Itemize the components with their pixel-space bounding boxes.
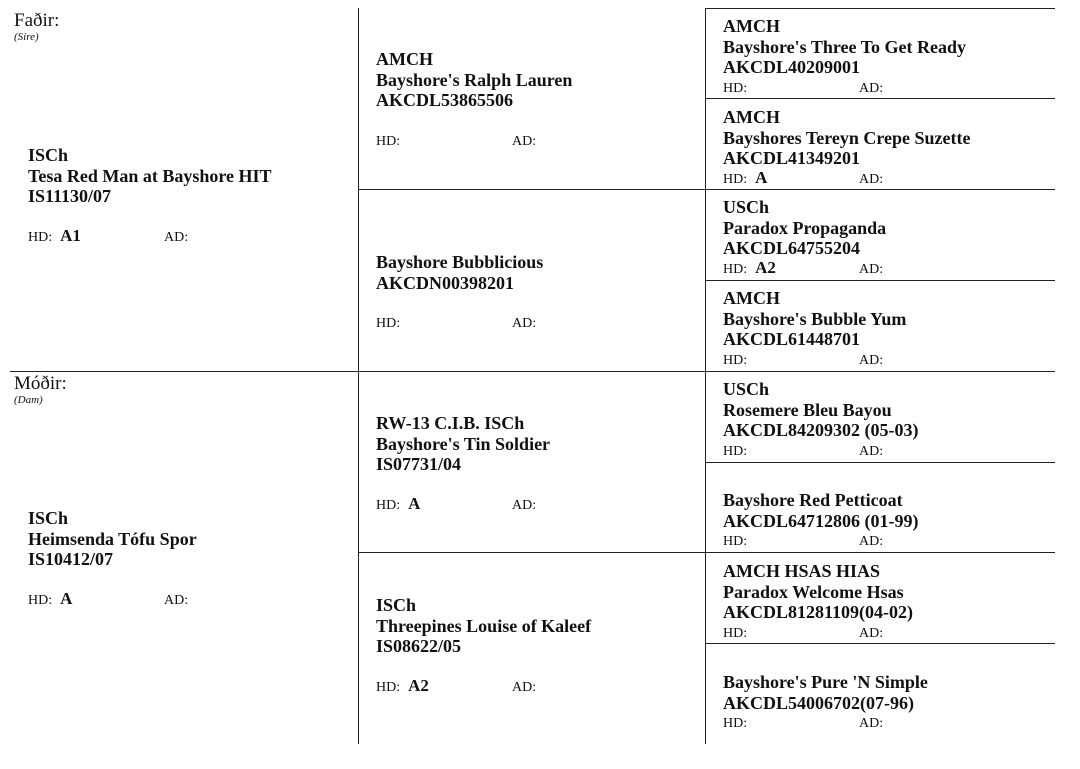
gen2-divider-sire: [359, 189, 1055, 190]
hd-label: HD:: [28, 229, 53, 245]
dog-registration: AKCDL53865506: [376, 90, 514, 110]
ancestor-entry-5: [723, 379, 919, 460]
dog-name: Heimsenda Tófu Spor: [28, 528, 197, 549]
health-ratings: [723, 77, 966, 97]
hd-label: HD:: [723, 261, 748, 277]
health-ratings: [376, 494, 550, 514]
health-ratings: [723, 349, 906, 369]
dog-title: AMCH: [723, 288, 780, 308]
ancestor-entry-7: [723, 561, 913, 642]
dog-registration: AKCDL54006702(07-96): [723, 692, 914, 713]
ad-label: AD:: [859, 716, 884, 731]
hd-value: A1: [60, 225, 81, 245]
hd-value: A2: [755, 257, 776, 277]
ad-label: AD:: [859, 171, 884, 187]
hd-label: HD:: [376, 497, 401, 513]
dog-name: Bayshore's Pure 'N Simple: [723, 672, 928, 692]
health-ratings: [723, 622, 913, 642]
dog-name: Bayshore's Ralph Lauren: [376, 69, 573, 90]
gen2-divider-dam: [359, 552, 1055, 553]
dog-registration: AKCDL81281109(04-02): [723, 602, 913, 622]
dam-dam-entry: [376, 595, 591, 696]
ad-label: AD:: [164, 592, 189, 608]
health-ratings: [376, 676, 591, 696]
health-ratings: [28, 589, 197, 609]
dog-registration: IS07731/04: [376, 454, 462, 474]
hd-value: A: [755, 167, 768, 187]
ancestor-entry-4: [723, 288, 906, 369]
column-divider-1: [358, 8, 359, 744]
ad-label: AD:: [859, 352, 884, 368]
ad-label: AD:: [164, 229, 189, 245]
dog-name: Bayshore's Tin Soldier: [376, 433, 551, 454]
dog-registration: IS08622/05: [376, 636, 462, 656]
sire-dam-entry: [376, 252, 544, 332]
ancestor-entry-8: [723, 672, 928, 732]
dog-title: AMCH: [723, 107, 780, 127]
dog-title: ISCh: [28, 145, 69, 165]
dog-title: AMCH HSAS HIAS: [723, 561, 881, 581]
ad-label: AD:: [859, 534, 884, 549]
health-ratings: [723, 440, 919, 460]
dam-section-label: Móðir:: [14, 373, 67, 394]
hd-label: HD:: [723, 625, 748, 641]
gen3-divider-3: [706, 462, 1055, 463]
hd-label: HD:: [376, 316, 401, 331]
sire-sire-entry: [376, 49, 572, 150]
dog-title: AMCH: [376, 49, 433, 69]
health-ratings: [723, 168, 971, 188]
ad-label: AD:: [859, 625, 884, 641]
hd-label: HD:: [723, 534, 748, 549]
hd-label: HD:: [723, 443, 748, 459]
hd-value: A2: [408, 675, 429, 695]
dog-name: Bayshore Red Petticoat: [723, 490, 903, 510]
dog-registration: AKCDL41349201: [723, 148, 861, 168]
health-ratings: [376, 312, 544, 332]
dog-title: AMCH: [723, 16, 780, 36]
sire-section-label: Faðir:: [14, 10, 60, 31]
ad-label: AD:: [512, 133, 537, 149]
dog-name: Bayshores Tereyn Crepe Suzette: [723, 127, 971, 148]
hd-label: HD:: [376, 133, 401, 149]
dog-title: USCh: [723, 197, 770, 217]
dog-registration: AKCDL64755204: [723, 238, 861, 258]
dog-title: ISCh: [376, 595, 417, 615]
dog-name: Paradox Propaganda: [723, 217, 887, 238]
top-border: [706, 8, 1055, 9]
hd-label: HD:: [376, 679, 401, 695]
dog-registration: IS10412/07: [28, 549, 114, 569]
hd-label: HD:: [28, 592, 53, 608]
dog-name: Rosemere Bleu Bayou: [723, 399, 892, 420]
sire-dam-divider: [10, 371, 1055, 372]
dog-registration: AKCDL84209302 (05-03): [723, 420, 919, 440]
dog-title: ISCh: [28, 508, 69, 528]
column-divider-2: [705, 8, 706, 744]
dog-name: Tesa Red Man at Bayshore HIT: [28, 165, 272, 186]
dog-name: Paradox Welcome Hsas: [723, 581, 904, 602]
dam-sire-entry: [376, 413, 550, 514]
hd-value: A: [60, 588, 73, 608]
dog-name: Threepines Louise of Kaleef: [376, 615, 592, 636]
dog-title: USCh: [723, 379, 770, 399]
gen3-divider-4: [706, 643, 1055, 644]
dog-name: Bayshore's Bubble Yum: [723, 308, 907, 329]
dog-name: Bayshore's Three To Get Ready: [723, 36, 967, 57]
ad-label: AD:: [512, 679, 537, 695]
ancestor-entry-6: [723, 490, 919, 550]
ancestor-entry-1: [723, 16, 966, 97]
hd-label: HD:: [723, 352, 748, 368]
hd-label: HD:: [723, 171, 748, 187]
gen3-divider-1: [706, 98, 1055, 99]
ad-label: AD:: [859, 80, 884, 96]
ad-label: AD:: [512, 316, 537, 331]
ad-label: AD:: [512, 497, 537, 513]
ad-label: AD:: [859, 261, 884, 277]
ancestor-entry-3: [723, 197, 891, 278]
ad-label: AD:: [859, 443, 884, 459]
health-ratings: [723, 258, 891, 278]
health-ratings: [28, 226, 272, 246]
hd-value: A: [408, 493, 421, 513]
dam-section-sublabel: (Dam): [14, 394, 43, 406]
hd-label: HD:: [723, 716, 748, 731]
health-ratings: [376, 130, 572, 150]
dam-entry: [28, 508, 197, 609]
dog-registration: AKCDL40209001: [723, 57, 861, 77]
dog-registration: AKCDN00398201: [376, 272, 514, 293]
health-ratings: [723, 712, 928, 732]
gen3-divider-2: [706, 280, 1055, 281]
dog-registration: IS11130/07: [28, 186, 112, 206]
sire-entry: [28, 145, 272, 246]
dog-registration: AKCDL64712806 (01-99): [723, 510, 919, 531]
dog-registration: AKCDL61448701: [723, 329, 861, 349]
sire-section-sublabel: (Sire): [14, 31, 39, 43]
dog-name: Bayshore Bubblicious: [376, 252, 544, 272]
dog-title: RW-13 C.I.B. ISCh: [376, 413, 525, 433]
ancestor-entry-2: [723, 107, 971, 188]
health-ratings: [723, 530, 919, 550]
hd-label: HD:: [723, 80, 748, 96]
